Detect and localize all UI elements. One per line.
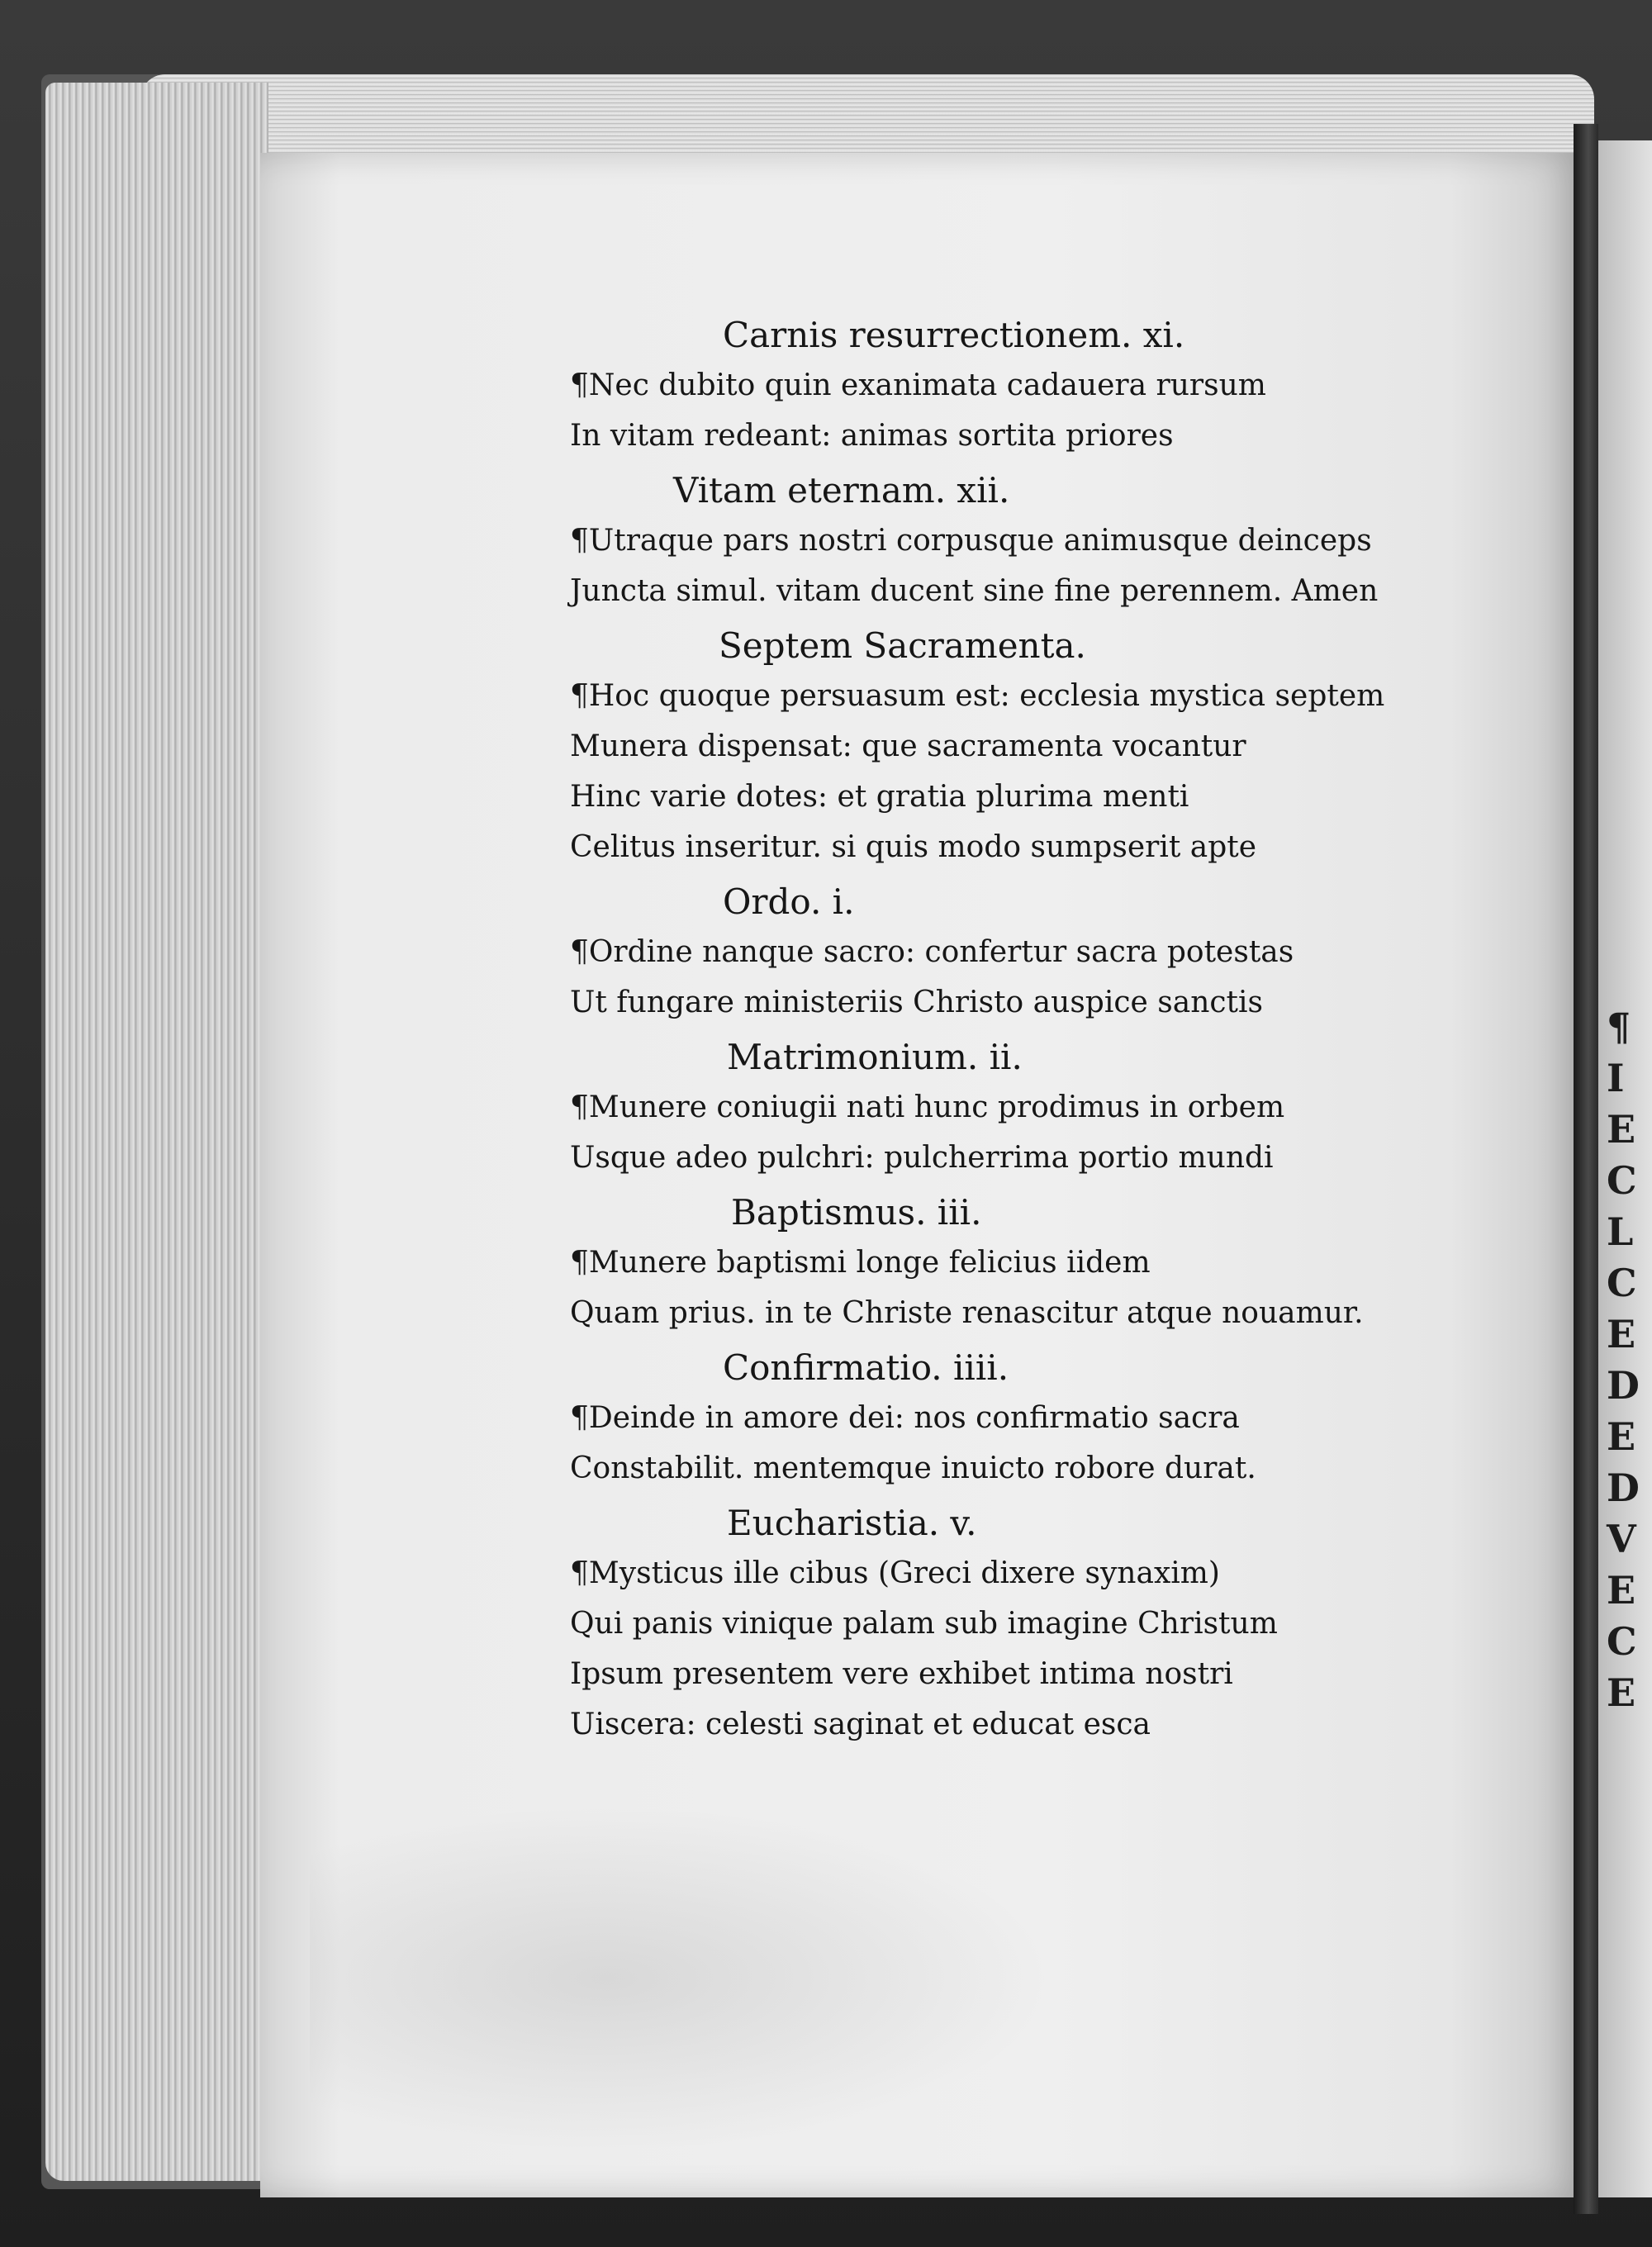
verse-line: In vitam redeant: animas sortita priores [570,419,1174,453]
verse-line: ¶Ordine nanque sacro: confertur sacra potestas [570,935,1294,969]
facing-page-initial: E [1607,1414,1636,1459]
section-heading: Vitam eternam. xii. [673,470,1010,511]
verse-line: Juncta simul. vitam ducent sine fine perennem. Amen [570,574,1379,608]
page-block-fore-edge [45,83,268,2181]
verse-text-block [260,153,1582,2197]
verse-line: ¶Mysticus ille cibus (Greci dixere synaxim) [570,1556,1220,1590]
facing-page-initial: C [1607,1261,1637,1305]
verse-line: Uiscera: celesti saginat et educat esca [570,1708,1151,1741]
section-heading: Septem Sacramenta. [719,625,1086,666]
section-heading: Baptismus. iii. [731,1192,982,1233]
facing-page-initial: E [1607,1107,1636,1152]
section-heading: Eucharistia. v. [727,1503,977,1543]
verse-line: Hinc varie dotes: et gratia plurima menti [570,780,1189,814]
facing-page-initial: E [1607,1670,1636,1715]
facing-page-initial: V [1607,1517,1636,1561]
facing-page-initial: ¶ [1607,1005,1631,1049]
page-block-top-edge [140,74,1594,165]
section-heading: Ordo. i. [723,881,855,922]
facing-page-initial: E [1607,1312,1636,1356]
verse-line: ¶Hoc quoque persuasum est: ecclesia mystica septem [570,679,1385,713]
section-heading: Confirmatio. iiii. [723,1347,1009,1388]
verse-line: ¶Munere baptismi longe felicius iidem [570,1246,1151,1280]
section-heading: Carnis resurrectionem. xi. [723,315,1185,355]
facing-page-initial: C [1607,1158,1637,1203]
facing-page-initial: D [1607,1363,1640,1408]
verse-line: Quam prius. in te Christe renascitur atque nouamur. [570,1296,1364,1330]
verse-line: Constabilit. mentemque inuicto robore durat. [570,1451,1256,1485]
verse-line: Ut fungare ministeriis Christo auspice sanctis [570,986,1264,1019]
section-heading: Matrimonium. ii. [727,1037,1023,1077]
verse-line: ¶Utraque pars nostri corpusque animusque deinceps [570,524,1372,558]
verse-line: ¶Deinde in amore dei: nos confirmatio sacra [570,1401,1240,1435]
verse-line: Qui panis vinique palam sub imagine Christum [570,1607,1278,1641]
printed-page [260,153,1582,2197]
facing-page-edge [1598,140,1652,2197]
book-gutter [1574,124,1598,2214]
facing-page-initial: L [1607,1209,1634,1254]
verse-line: ¶Nec dubito quin exanimata cadauera rursum [570,368,1266,402]
facing-page-initial: E [1607,1568,1636,1613]
facing-page-initial: I [1607,1056,1625,1100]
verse-line: Munera dispensat: que sacramenta vocantur [570,729,1246,763]
verse-line: Celitus inseritur. si quis modo sumpserit apte [570,830,1257,864]
facing-page-initial: C [1607,1619,1637,1664]
verse-line: Ipsum presentem vere exhibet intima nostri [570,1657,1233,1691]
verse-line: ¶Munere coniugii nati hunc prodimus in orbem [570,1090,1285,1124]
facing-page-initial: D [1607,1466,1640,1510]
verse-line: Usque adeo pulchri: pulcherrima portio mundi [570,1141,1274,1175]
